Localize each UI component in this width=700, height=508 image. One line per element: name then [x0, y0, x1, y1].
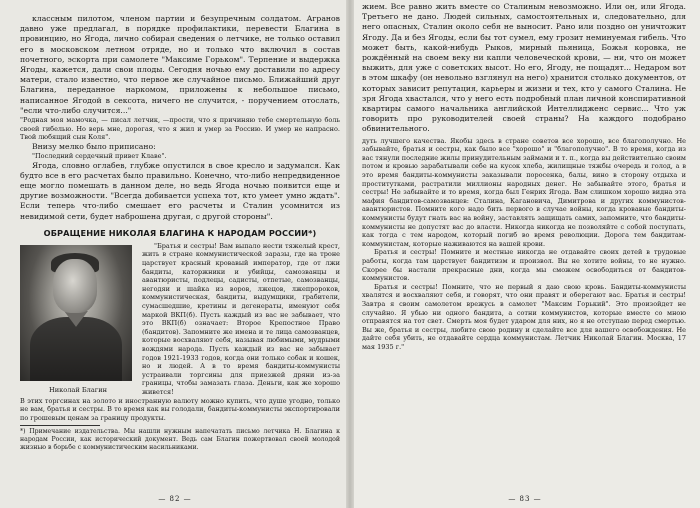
portrait-photo — [20, 245, 132, 381]
appeal-heading: ОБРАЩЕНИЕ НИКОЛАЯ БЛАГИНА К НАРОДАМ РОССИИ*) — [43, 227, 317, 238]
appeal-text-column — [142, 242, 340, 397]
right-body-text-2: Братья и сестры! Помните и местные никогда не отдавайте своих детей в трудовые работы, когда там царствует бандитизм и произвол. Вы не хотите войны, то не нужно. Скорее бы настали прекрасные дни, когда мы сможем освободиться от бандитов-коммунистов. — [362, 248, 686, 283]
book-gutter — [346, 0, 354, 508]
page-number-right: — 83 — — [508, 495, 542, 503]
yagoda-paragraph: Ягода, словно оглабев, глубже опустился в свое кресло и задумался. Как будто все в его расчетах было правильно. Конечно, что-либо непредвиденное еще могло помешать в данном деле, но ведь Ягода ночью появится еще и другие возможности. "Всегда добивается успеха тот, кто умеет умно ждать". Если теперь что-либо смешает его расчеты и Сталин усомнится из невидимой сети, будет наброшена другая, с другой стороны". — [20, 160, 340, 221]
right-closing-text: Братья и сестры! Помните, что не первый я даю свою кровь. Бандиты-коммунисты хвалятся и восхваляют себя, и говорят, что они правят и оберегают вас. Братья и сестры! Завтра я своим самолетом врежусь в самолет "Максим Горький". Это произойдет не случайно. Я убью ни одного бандита, а сотни коммунистов, которые вместе со мною отправятся на тот свет. Смерть моя будет ударом для них, но я не отступаю перед смертью. Вы же, братья и сестры, любите свою родину и сделайте все для вашего освобождения. Не дайте себя убить, не отдавайте сердца коммунистам. Летчик Николай Благин. Москва, 17 мая 1935 г." — [362, 282, 686, 351]
footnote: *) Примечание издательства. Мы нашли нужным напечатать письмо летчика Н. Благина к народам России, как исторический документ. Ведь сам Благин пожертвовал своей молодой жизнью в борьбе с коммунистическим насильниками. — [20, 428, 340, 452]
postscript-line: Внизу мелко было приписано: — [32, 141, 156, 151]
appeal-text: "Братья и сестры! Вам выпало нести тяжелый крест, жить в стране коммунистической заразы, где на троне царствует красный кровавый император, где от лжи бандиты, каторжники и убийцы, самозванцы и авантюристы, подлецы, садисты, отпетые, самозванцы, негодяи и шайка из воров, лжецов, лжепророков, коммунистическая, бандиты, выдумщики, грабители, сумасшедшие, кретины и дегенераты, именуют себя маркой ВКП(б). Пусть каждый из вас не забывает, что это ВКП(б) означает: Второе Крепостное Право (бандитов). Запомните же имена и те лица самозванцев, которые восхваляют себя, называя любимыми, мудрыми вождями народа. Пусть каждый из вас не забывает годов 1921-1933 годов, когда они только собак и кошек, но и людей. А в то время бандиты-коммунисты устраивали торгсины для приезжей дряни из-за границы, чтобы замазать глаза. Деньги, как же хорошо живется! — [142, 241, 340, 396]
right-body-text: дуть лучшего качества. Якобы здесь в стране советов все хорошо, все благополучно. Не забывайте, братья и сестры, как было все "хорошо" и "благополучно". В то время, когда из вас тянули последние жилы принудительным займами и т. п., когда вы действительно своим потом и кровью зарабатывали себе на кусок хлеба, жилищные тяжбы очередь и голод, а в это время бандиты-коммунисты заказывали поросенка, балы, вино в сторону отдыха и проститутками, растратили миллионы народных денег. Не забывайте этого, братья и сестры! Не забывайте и то время, когда был Генрих Ягода. Вам слишком хорошо видна эта мафия бандитов-самозванцев: Сталина, Кагановича, Димитрова и других коммунистов-авантюристов. Помните кого надо бить первого в случае войны, когда кровавые бандиты-коммунисты будут гнать вас на войну, заставлять защищать самих, запомните, что бандиты-коммунисты не допустят вас до власти. Никогда никогда не позволяйте с собой поступать, как тогда с тем народом, который погиб во время революции. Дорога тем бандитам-коммунистам, которые наживаются на вашей крови. — [362, 136, 686, 248]
photo-column — [20, 242, 136, 397]
postscript-quote: "Последний сердечный привет Клаве". — [32, 152, 167, 161]
right-page — [350, 0, 700, 508]
intro-paragraph: классным пилотом, членом партии и безупречным солдатом. Агранов давно уже предлагал, в порядке профилактики, перевести Благина в провинцию, но Ягода, лично собирая сведения о летчике, не только оставил его в московском летном отряде, но и только что включил в состав почетного, эскорта при самолете "Максиме Горьком". Терпение и выдержка Ягоды, кажется, дали свои плоды. Сегодня ночью ему доставили по адресу матери, стало известно, что первое же случайное письмо. Ближайший друг Благина, переданное наркомом, приложены к небольшое письмо, написанное Ягодой в сексота, ничего не случится, - поручением отослать, "если что-либо случится..." — [20, 14, 340, 115]
letter-quote: "Родная моя мамочка, — писал летчик, —прости, что я причиняю тебе смертельную боль своей гибелью. Но верь мне, дорогая, что я жил и умер за Россию. И умер не напрасно. Твой любящий сын Коля". — [20, 116, 340, 142]
right-top-text: жием. Все равно жить вместе со Сталиным невозможно. Или он, или Ягода. Третьего не дано. Людей сильных, самостоятельных и, следовательно, для него опасных, Сталин около себя не выносит. Рано или поздно он уничтожит Ягоду. Да и без Ягоды, если бы тот сумел, ему грозит неминуемая гибель. Что может быть, какой-нибудь Рыков, мирный пьяница, Божья коровка, не рождённый на своем веку ни капли человеческой крови, — ни, что он может выжить, для уже с советских высот. Но его, Ягоду, не пощадят... Недаром вот в этом шкафу (он невольно взглянул на него) хранится столько документов, от которых зависит репутация, карьеры и жизни и тех, кто у самого Сталина. Не зря Ягода хвастался, что у него есть подробный план личной конспиративной квартиры самого начальника английской Интеллидженс сервис... Что уж говорить про руководителей своей страны? На каждого подобрано обвинительного. — [362, 2, 686, 134]
appeal-article — [20, 242, 340, 397]
appeal-continuation: В этих торгсинах на золото и иностранную валюту можно купить, что душе угодно, только не вам, братья и сестры. В то время как вы голодали, бандиты-коммунисты экспортировали по грошевым ценам за границу продукты. — [20, 396, 340, 422]
page-number-left: — 82 — — [158, 495, 192, 503]
footnote-rule — [20, 425, 100, 426]
photo-caption: Николай Благин — [48, 385, 108, 394]
